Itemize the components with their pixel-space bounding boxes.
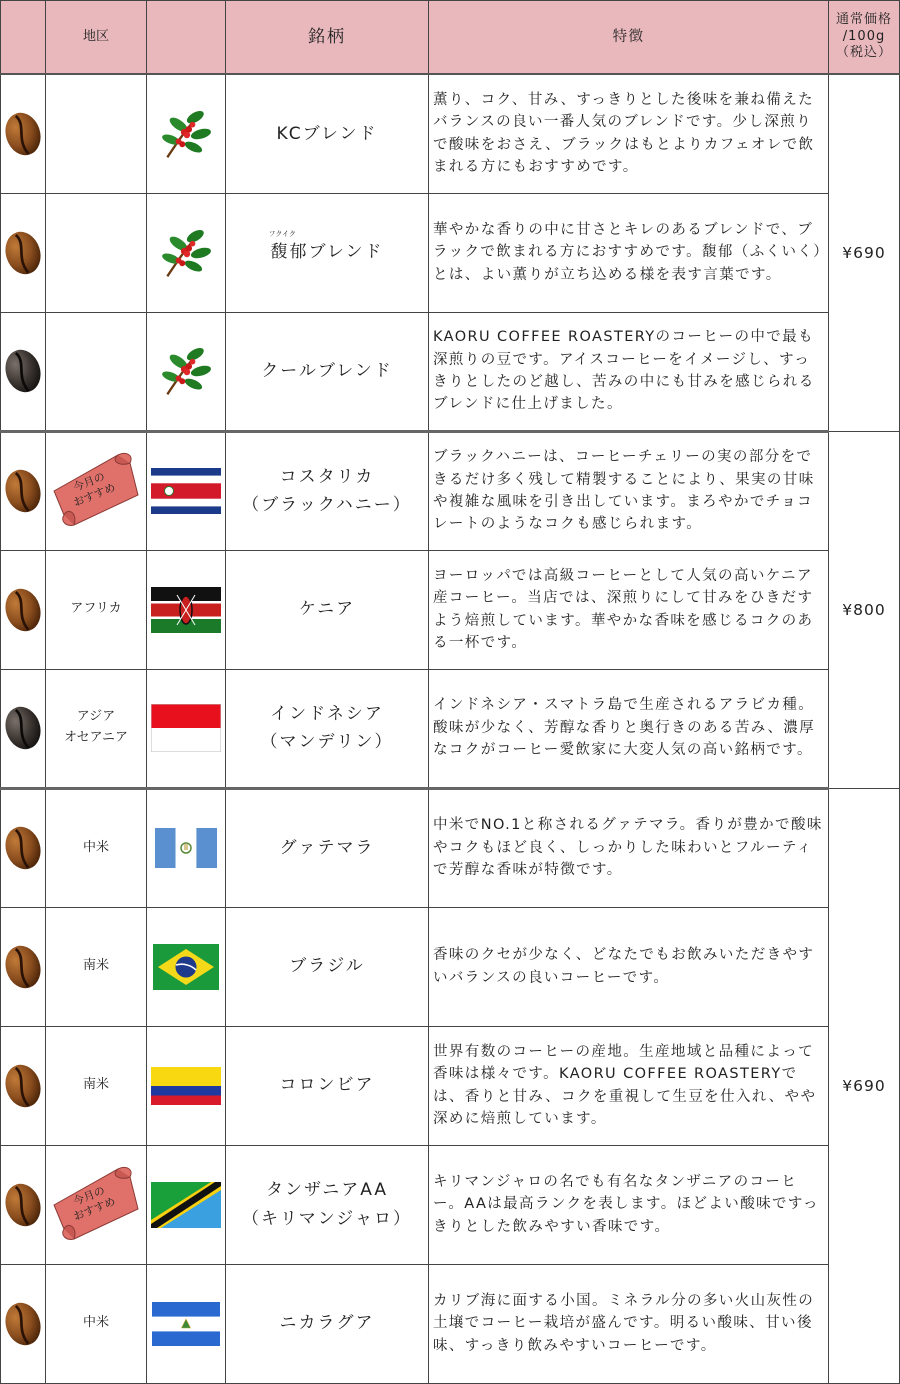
price-cell: ¥800 — [829, 431, 900, 788]
product-feature: 薫り、コク、甘み、すっきりとした後味を兼ね備えたバランスの良い一番人気のブレンドです。少し深煎りで酸味をおさえ、ブラックはもとよりカフェオレで飲まれる方にもおすすめです。 — [429, 74, 829, 193]
table-row — [1, 788, 900, 907]
price-cell: ¥690 — [829, 788, 900, 1383]
table-row — [1, 550, 900, 669]
tanzania-flag — [147, 1145, 226, 1264]
product-name: ブラジル — [226, 907, 429, 1026]
recommend-badge — [46, 1145, 147, 1264]
table-row — [1, 193, 900, 312]
header-region: 地区 — [46, 1, 147, 75]
coffee-branch-icon — [147, 74, 226, 193]
product-feature: 中米でNO.1と称されるグァテマラ。香りが豊かで酸味やコクもほど良く、しっかりした味わいとフルーティで芳醇な香味が特徴です。 — [429, 788, 829, 907]
ruby-wrapper — [268, 230, 384, 266]
product-feature: KAORU COFFEE ROASTERYのコーヒーの中で最も深煎りの豆です。アイスコーヒーをイメージし、すっきりとしたのど越し、苦みの中にも甘みを感じられるブレンドに仕上げました。 — [429, 312, 829, 431]
bean-light-icon — [1, 193, 46, 312]
table-row — [1, 1264, 900, 1383]
product-name: インドネシア （マンデリン） — [226, 669, 429, 788]
header-bean-cell — [1, 1, 46, 75]
product-name: グァテマラ — [226, 788, 429, 907]
header-name: 銘柄 — [226, 1, 429, 75]
coffee-branch-icon — [147, 312, 226, 431]
product-name: クールブレンド — [226, 312, 429, 431]
region-cell: アジア オセアニア — [46, 669, 147, 788]
indonesia-flag — [147, 669, 226, 788]
table-row — [1, 1026, 900, 1145]
costa-rica-flag — [147, 431, 226, 550]
product-feature: インドネシア・スマトラ島で生産されるアラビカ種。酸味が少なく、芳醇な香りと奥行きのある苦み、濃厚なコクがコーヒー愛飲家に大変人気の高い銘柄です。 — [429, 669, 829, 788]
table-row — [1, 312, 900, 431]
table-row — [1, 74, 900, 193]
product-feature: 華やかな香りの中に甘さとキレのあるブレンドで、ブラックで飲まれる方におすすめです。馥郁（ふくいく）とは、よい薫りが立ち込める様を表す言葉です。 — [429, 193, 829, 312]
bean-light-icon — [1, 788, 46, 907]
product-feature: ヨーロッパでは高級コーヒーとして人気の高いケニア産コーヒー。当店では、深煎りにして甘みをひきだすよう焙煎しています。華やかな香味を感じるコクのある一杯です。 — [429, 550, 829, 669]
region-cell: アフリカ — [46, 550, 147, 669]
table-row — [1, 431, 900, 550]
recommend-badge — [46, 431, 147, 550]
table-row — [1, 1145, 900, 1264]
region-cell — [46, 74, 147, 193]
region-cell: 中米 — [46, 788, 147, 907]
price-cell: ¥690 — [829, 74, 900, 431]
table-row — [1, 907, 900, 1026]
colombia-flag — [147, 1026, 226, 1145]
region-cell — [46, 193, 147, 312]
coffee-branch-icon — [147, 193, 226, 312]
region-cell: 南米 — [46, 1026, 147, 1145]
product-name: コスタリカ （ブラックハニー） — [226, 431, 429, 550]
product-name-ruby: フクイク — [268, 230, 296, 239]
header-image-cell — [147, 1, 226, 75]
product-feature: キリマンジャロの名でも有名なタンザニアのコーヒー。AAは最高ランクを表します。ほどよい酸味ですっきりとした飲みやすい香味です。 — [429, 1145, 829, 1264]
bean-light-icon — [1, 1145, 46, 1264]
header-price-line1: 通常価格 — [835, 11, 892, 27]
nicaragua-flag — [147, 1264, 226, 1383]
product-name: KCブレンド — [226, 74, 429, 193]
kenya-flag — [147, 550, 226, 669]
product-name: ニカラグア — [226, 1264, 429, 1383]
product-feature: 香味のクセが少なく、どなたでもお飲みいただきやすいバランスの良いコーヒーです。 — [429, 907, 829, 1026]
region-cell: 中米 — [46, 1264, 147, 1383]
header-price — [829, 1, 900, 75]
region-cell — [46, 312, 147, 431]
product-feature: カリブ海に面する小国。ミネラル分の多い火山灰性の土壌でコーヒー栽培が盛んです。明るい酸味、甘い後味、すっきり飲みやすいコーヒーです。 — [429, 1264, 829, 1383]
product-name: コロンビア — [226, 1026, 429, 1145]
recommend-badge-text: 今月の おすすめ — [71, 469, 118, 510]
bean-light-icon — [1, 1026, 46, 1145]
header-price-line2: /100g — [842, 28, 886, 44]
recommend-badge-text: 今月の おすすめ — [71, 1183, 118, 1224]
bean-light-icon — [1, 550, 46, 669]
bean-dark-icon — [1, 669, 46, 788]
bean-light-icon — [1, 431, 46, 550]
product-feature: 世界有数のコーヒーの産地。生産地域と品種によって香味は様々です。KAORU COFFEE ROASTERYでは、香りと甘み、コクを重視して生豆を仕入れ、やや深めに焙煎しています。 — [429, 1026, 829, 1145]
guatemala-flag — [147, 788, 226, 907]
header-row — [1, 1, 900, 75]
scroll-ribbon-icon — [48, 1161, 144, 1241]
bean-light-icon — [1, 74, 46, 193]
product-feature: ブラックハニーは、コーヒーチェリーの実の部分をできるだけ多く残して精製することにより、果実の甘味や複雑な風味を引き出しています。まろやかでチョコレートのようなコクも感じられます。 — [429, 431, 829, 550]
header-price-line3: （税込） — [835, 45, 892, 61]
product-name: ケニア — [226, 550, 429, 669]
bean-light-icon — [1, 1264, 46, 1383]
product-name — [226, 193, 429, 312]
product-name: タンザニアAA （キリマンジャロ） — [226, 1145, 429, 1264]
product-name-text: 馥郁ブレンド — [270, 242, 384, 263]
brazil-flag — [147, 907, 226, 1026]
header-feature: 特徴 — [429, 1, 829, 75]
table-row — [1, 669, 900, 788]
scroll-ribbon-icon — [48, 447, 144, 527]
region-cell: 南米 — [46, 907, 147, 1026]
bean-light-icon — [1, 907, 46, 1026]
bean-dark-icon — [1, 312, 46, 431]
